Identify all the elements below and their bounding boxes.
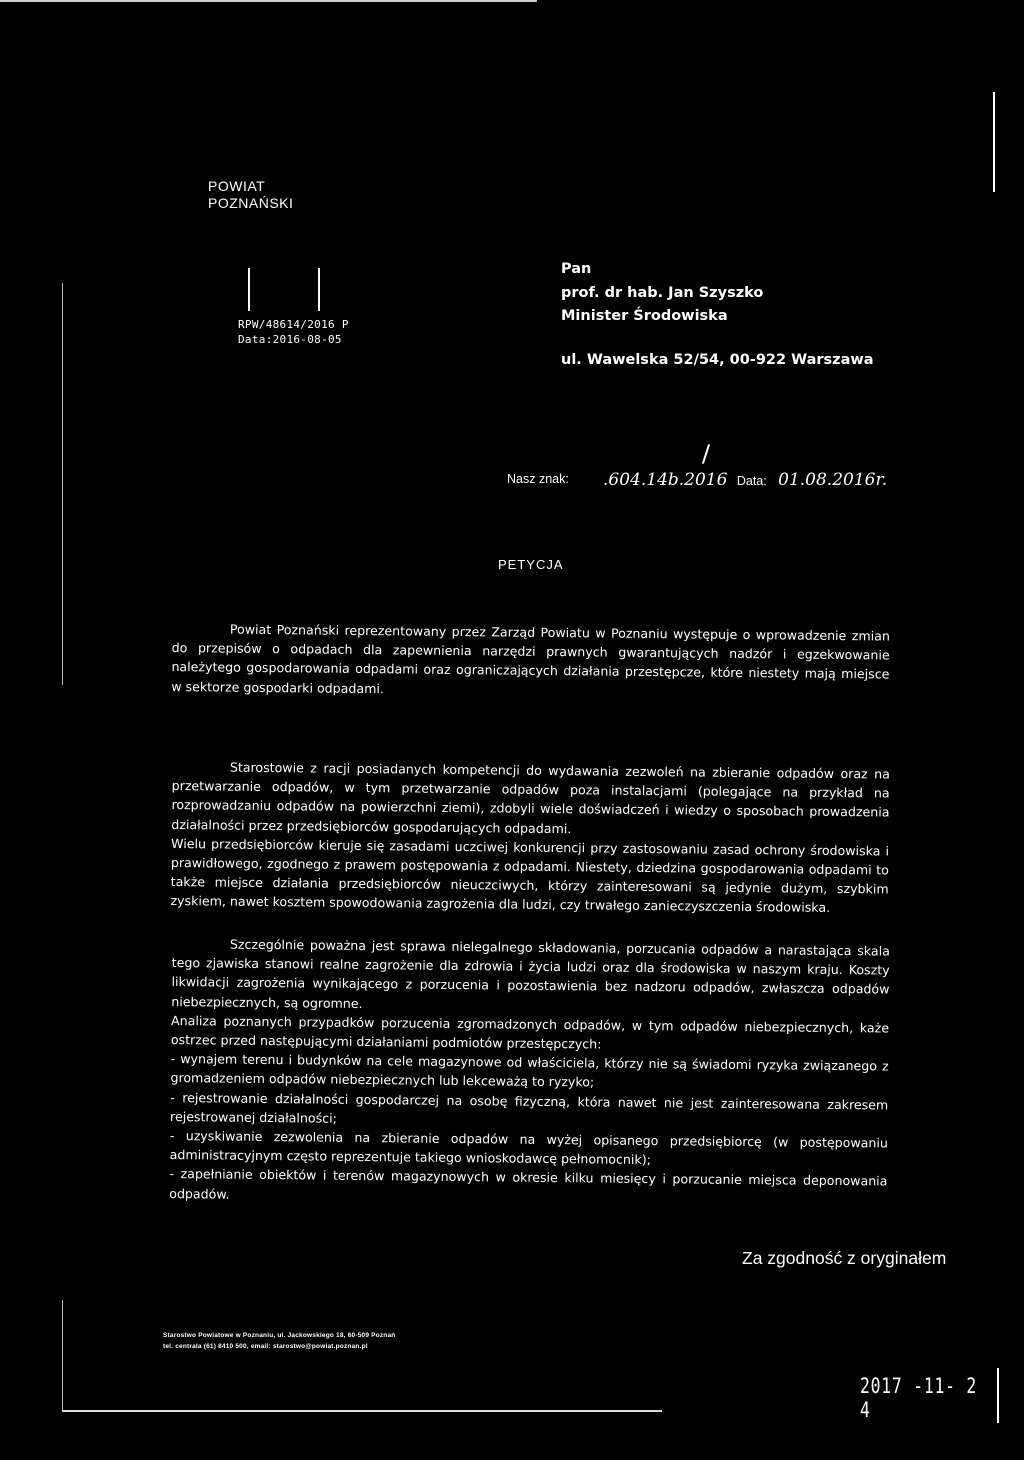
received-date-stamp: 2017 -11- 2 4 [860,1374,978,1422]
paragraph-1-text: Powiat Poznański reprezentowany przez Zarząd Powiatu w Poznaniu występuje o wprowadzenie zmian do przepisów o odpadach dla zapewnienia narzędzi prawnych gwarantujących nadzór i egzekwowanie należytego gospodarowania odpadami oraz ograniczających działania przestępcze, które niestety mają miejsce w sektorze gospodarki odpadami. [171,621,890,696]
scan-right-edge-top [993,92,995,192]
footer-line-2: tel. centrala (61) 8410 500, email: starostwo@powiat.poznan.pl [163,1343,368,1350]
reference-date-label: Data: [736,474,767,488]
sender-block [208,178,293,212]
reference-label: Nasz znak: [507,472,569,486]
scan-bottom-edge [62,1410,662,1412]
paragraph-2 [170,757,890,918]
paragraph-2b-text: Wielu przedsiębiorców kieruje się zasadami uczciwej konkurencji przy zastosowaniu zasad ochrony środowiska i prawidłowego, zgodnego z prawem postępowania z odpadami. Niestety, dziedzina gospodarowania odpadami to także miejsce działania przedsiębiorców nieuczciwych, którzy zainteresowani są jedynie dużym, szybkim zyskiem, nawet kosztem spowodowania zagrożenia dla ludzi, czy trwałego zanieczyszczenia środowiska. [170,835,890,916]
paragraph-2a-text: Starostowie z racji posiadanych kompetencji do wydawania zezwoleń na zbieranie odpadów oraz na przetwarzanie odpadów, w tym przetwarzanie odpadów poza instalacjami (polegające na przykład na rozprowadzaniu odpadów na powierzchni ziemi), zdobyli wiele doświadczeń i wiedzy o sposobach prowadzenia działalności przez przedsiębiorców gospodarujących odpadami. [171,759,890,836]
scan-left-edge-lower [62,1300,63,1410]
scan-left-edge [62,283,63,685]
sender-line-1: POWIAT [208,178,266,194]
registration-number: RPW/48614/2016 P [238,318,349,331]
registration-mark-left [248,268,250,311]
paragraph-1 [171,619,890,703]
paragraph-3b-text: Analiza poznanych przypadków porzucenia zgromadzonych odpadów, w tym odpadów niebezpiecznych, każe ostrzec przed następującymi działaniami podmiotów przestępczych: [170,1012,890,1052]
bullet-1: - wynajem terenu i budynków na cele magazynowe od właściciela, którzy nie są świadomi ryzyka związanego z gromadzeniem odpadów niebezpiecznych lub lekceważą to ryzyko; [170,1051,889,1090]
reference-handwritten [603,470,887,490]
addressee-name: prof. dr hab. Jan Szyszko [561,284,764,301]
reference-date-value: 01.08.2016r. [778,470,888,490]
addressee-street: ul. Wawelska 52/54, 00-922 Warszawa [561,351,874,368]
scan-right-edge-bottom [997,1368,999,1423]
paragraph-3 [169,934,890,1210]
footer-contact [163,1330,395,1352]
addressee-position: Minister Środowiska [561,308,728,324]
footer-line-1: Starostwo Powiatowe w Poznaniu, ul. Jackowskiego 18, 60-509 Poznań [163,1332,396,1339]
handwritten-slash-mark [702,444,710,464]
registration-date: Data:2016-08-05 [238,333,342,346]
document-title: PETYCJA [498,557,564,572]
sender-line-2: POZNAŃSKI [208,195,294,211]
scan-top-edge [0,0,537,2]
bullet-4: - zapełnianie obiektów i terenów magazynowych w okresie kilku miesięcy i porzucanie miejsca deponowania odpadów. [169,1166,888,1202]
registration-mark-right [318,268,320,311]
bullet-2: - rejestrowanie działalności gospodarczej na osobę fizyczną, która nawet nie jest zainteresowana zakresem rejestrowanej działalności; [170,1089,889,1126]
addressee-salutation: Pan [561,261,592,277]
addressee-block [561,258,874,372]
certified-copy-stamp: Za zgodność z oryginałem [742,1248,947,1268]
paragraph-3a-text: Szczególnie poważna jest sprawa nielegalnego składowania, porzucania odpadów a narastająca skala tego zjawiska stanowi realne zagrożenie dla zdrowia i życia ludzi oraz dla środowiska w naszym kraju. Koszty likwidacji zagrożenia wynikającego z porzucenia i pozostawienia bez nadzoru odpadów, zwłaszcza odpadów niebezpiecznych, są ogromne. [171,936,890,1011]
registration-stamp [238,317,349,347]
bullet-3: - uzyskiwanie zezwolenia na zbieranie odpadów na wyżej opisanego przedsiębiorcę (w postępowaniu administracyjnym często reprezentuje takiego wnioskodawcę pełnomocnik); [169,1128,888,1168]
reference-value: .604.14b.2016 [603,470,728,490]
